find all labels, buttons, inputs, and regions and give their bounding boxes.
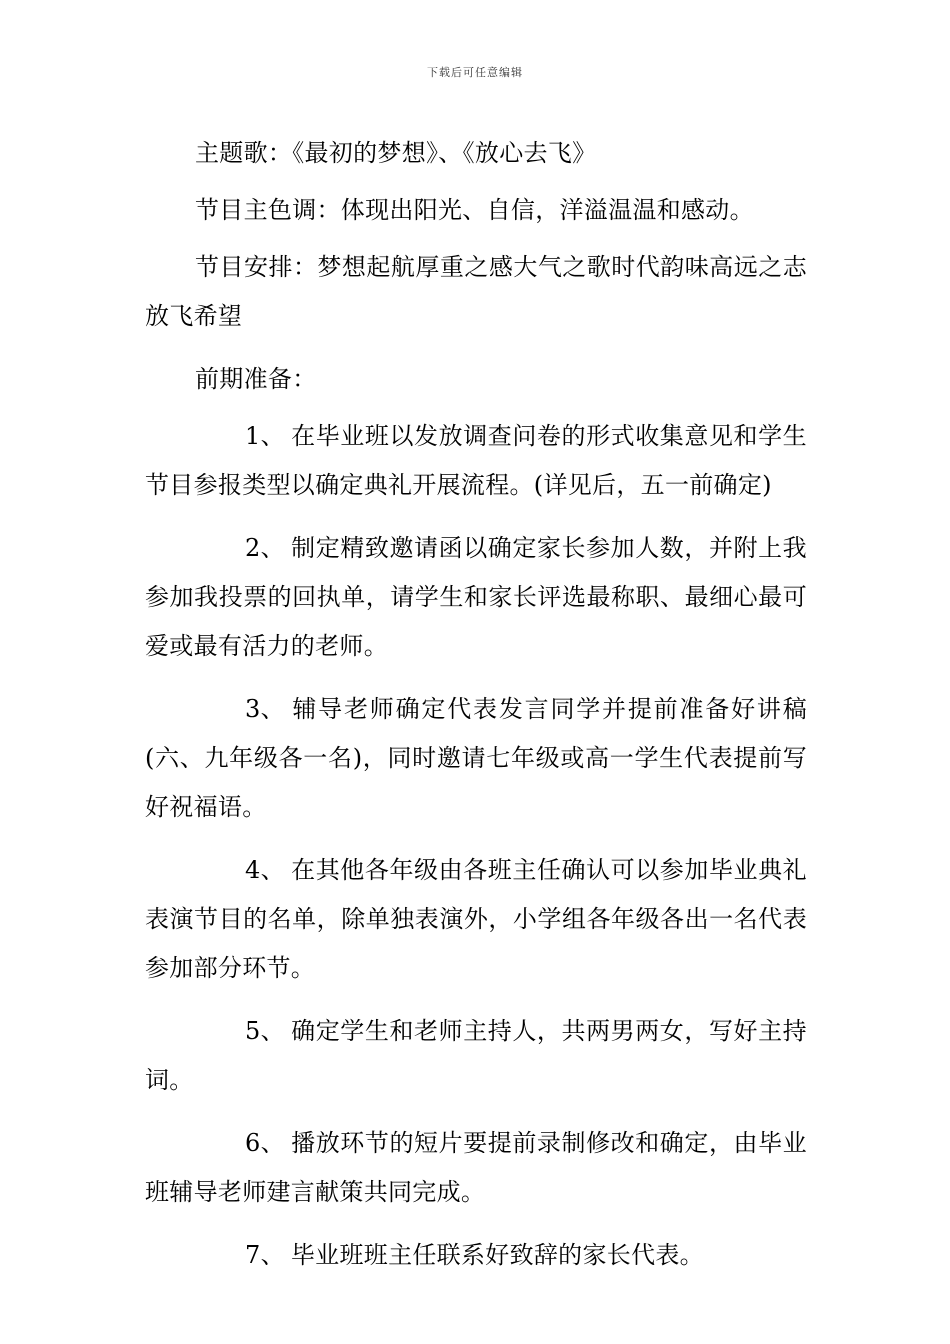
list-item-text: 辅导老师确定代表发言同学并提前准备好讲稿(六、九年级各一名)，同时邀请七年级或高一学生代表提前写好祝福语。 [145, 695, 807, 821]
theme-song-paragraph: 主题歌：《最初的梦想》、《放心去飞》 [195, 139, 597, 167]
list-item [145, 1231, 807, 1280]
list-item-number: 6、 [245, 1129, 285, 1157]
page-header: 下载后可任意编辑 [427, 66, 523, 79]
list-item-number: 7、 [245, 1241, 285, 1269]
document-body [145, 129, 807, 1294]
list-item-number: 3、 [245, 695, 285, 723]
list-item [145, 1119, 807, 1217]
list-item-number: 5、 [245, 1017, 285, 1045]
list-item-number: 2、 [245, 534, 285, 562]
program-arrangement-paragraph: 节目安排：梦想起航厚重之感大气之歌时代韵味高远之志放飞希望 [145, 253, 807, 330]
list-item-text: 毕业班班主任联系好致辞的家长代表。 [290, 1241, 704, 1269]
list-item [145, 524, 807, 671]
list-item [145, 685, 807, 832]
list-item [145, 412, 807, 510]
list-item-text: 确定学生和老师主持人，共两男两女，写好主持词。 [145, 1017, 807, 1094]
list-item-text: 播放环节的短片要提前录制修改和确定，由毕业班辅导老师建言献策共同完成。 [145, 1129, 807, 1206]
list-item [145, 1007, 807, 1105]
list-item-text: 在其他各年级由各班主任确认可以参加毕业典礼表演节目的名单，除单独表演外，小学组各年级各出一名代表参加部分环节。 [145, 856, 807, 982]
list-item-number: 4、 [245, 856, 285, 884]
list-item-text: 在毕业班以发放调查问卷的形式收集意见和学生节目参报类型以确定典礼开展流程。(详见后，五一前确定) [145, 422, 807, 499]
color-tone-paragraph: 节目主色调：体现出阳光、自信，洋溢温温和感动。 [195, 196, 754, 224]
preparation-heading: 前期准备： [195, 365, 317, 393]
list-item-text: 制定精致邀请函以确定家长参加人数，并附上我参加我投票的回执单，请学生和家长评选最称职、最细心最可爱或最有活力的老师。 [145, 534, 807, 660]
list-item-number: 1、 [245, 422, 285, 450]
list-item [145, 846, 807, 993]
